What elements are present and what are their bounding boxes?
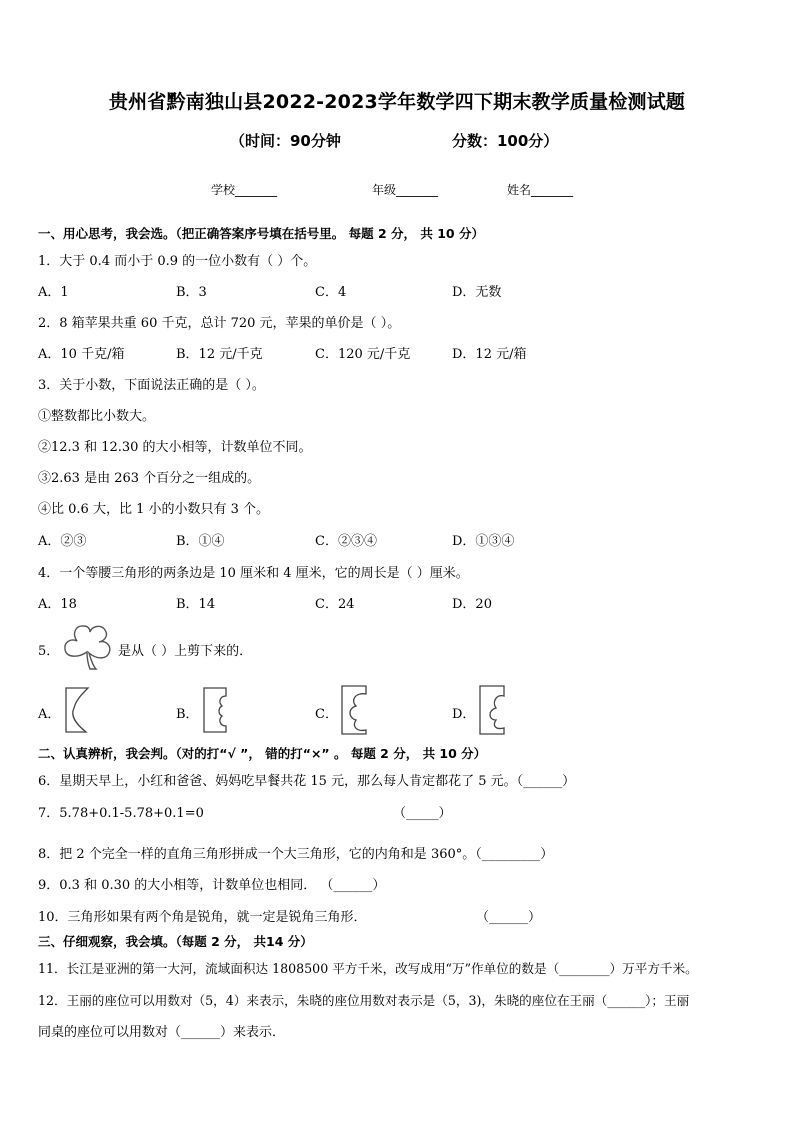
q4-option-b[interactable]: B．14 — [176, 597, 216, 612]
page-title: 贵州省黔南独山县2022-2023学年数学四下期末教学质量检测试题 — [108, 91, 686, 113]
q3-option-c[interactable]: C．②③④ — [315, 534, 377, 549]
q7-answer-blank[interactable]: （_____） — [393, 806, 452, 821]
q3-statement-4: ④比 0.6 大，比 1 小的小数只有 3 个。 — [38, 502, 270, 517]
q10-answer-blank[interactable]: （______） — [476, 910, 542, 925]
q5-number: 5． — [38, 644, 60, 659]
question-3: 3．关于小数，下面说法正确的是（ ）。 — [38, 378, 265, 393]
section-2-heading: 二、认真辨析，我会判。（对的打“√ ”， 错的打“×” 。 每题 2 分， 共 10 分） — [38, 746, 487, 761]
q2-option-d[interactable]: D．12 元/箱 — [452, 347, 527, 362]
q4-option-c[interactable]: C．24 — [315, 597, 355, 612]
question-6: 6．星期天早上，小红和爸爸、妈妈吃早餐共花 15 元，那么每人肯定都花了 5 元。（______） — [38, 774, 576, 789]
q2-option-a[interactable]: A．10 千克/箱 — [38, 347, 125, 362]
q1-option-c[interactable]: C．4 — [315, 285, 347, 300]
question-1: 1．大于 0.4 而小于 0.9 的一位小数有（ ）个。 — [38, 254, 317, 269]
q3-option-a[interactable]: A．②③ — [38, 534, 87, 549]
section-3-heading: 三、仔细观察，我会填。（每题 2 分， 共14 分） — [38, 934, 313, 949]
q2-option-c[interactable]: C．120 元/千克 — [315, 347, 411, 362]
question-4: 4．一个等腰三角形的两条边是 10 厘米和 4 厘米，它的周长是（ ）厘米。 — [38, 566, 469, 581]
exam-time: （时间：90分钟 — [230, 132, 341, 150]
q3-option-b[interactable]: B．①④ — [176, 534, 225, 549]
q5-option-d-shape-icon — [476, 682, 510, 738]
q1-option-b[interactable]: B．3 — [176, 285, 207, 300]
question-12-line-2: 同桌的座位可以用数对（______）来表示． — [38, 1025, 286, 1040]
q5-option-b[interactable]: B． — [176, 707, 199, 722]
q5-text: 是从（ ）上剪下来的． — [118, 644, 253, 659]
q3-statement-3: ③2.63 是由 263 个百分之一组成的。 — [38, 471, 261, 486]
question-2: 2．8 箱苹果共重 60 千克，总计 720 元，苹果的单价是（ ）。 — [38, 316, 401, 331]
q3-option-d[interactable]: D．①③④ — [452, 534, 515, 549]
q5-option-a-shape-icon — [62, 684, 92, 736]
question-8: 8．把 2 个完全一样的直角三角形拼成一个大三角形，它的内角和是 360°。（_________） — [38, 847, 554, 862]
question-7: 7．5.78+0.1-5.78+0.1=0 — [38, 806, 204, 821]
section-1-heading: 一、用心思考，我会选。（把正确答案序号填在括号里。 每题 2 分， 共 10 分） — [38, 226, 484, 241]
q3-statement-2: ②12.3 和 12.30 的大小相等，计数单位不同。 — [38, 440, 312, 455]
q4-option-a[interactable]: A．18 — [38, 597, 77, 612]
question-12-line-1: 12．王丽的座位可以用数对（5，4）来表示，朱晓的座位用数对表示是（5，3)，朱晓的座位在王丽（______）；王丽 — [38, 993, 690, 1008]
q5-option-a[interactable]: A． — [38, 707, 61, 722]
q5-option-d[interactable]: D． — [452, 707, 476, 722]
name-field[interactable]: 姓名_______ — [507, 183, 574, 197]
q1-option-a[interactable]: A．1 — [38, 285, 69, 300]
question-11: 11．长江是亚洲的第一大河，流域面积达 1808500 平方千米，改写成用“万”作单位的数是（________）万平方千米。 — [38, 961, 698, 976]
q4-option-d[interactable]: D．20 — [452, 597, 492, 612]
q5-option-c[interactable]: C． — [315, 707, 338, 722]
q5-option-b-shape-icon — [200, 684, 234, 736]
q2-option-b[interactable]: B．12 元/千克 — [176, 347, 263, 362]
question-10: 10．三角形如果有两个角是锐角，就一定是锐角三角形． — [38, 910, 367, 925]
school-field[interactable]: 学校_______ — [211, 183, 278, 197]
q5-option-c-shape-icon — [338, 682, 372, 738]
grade-field[interactable]: 年级_______ — [372, 183, 439, 197]
exam-score: 分数：100分） — [452, 132, 559, 150]
clover-shape-icon — [60, 622, 114, 672]
question-9: 9．0.3 和 0.30 的大小相等，计数单位也相同． （______） — [38, 878, 386, 893]
q3-statement-1: ①整数都比小数大。 — [38, 409, 156, 424]
q1-option-d[interactable]: D．无数 — [452, 285, 502, 300]
